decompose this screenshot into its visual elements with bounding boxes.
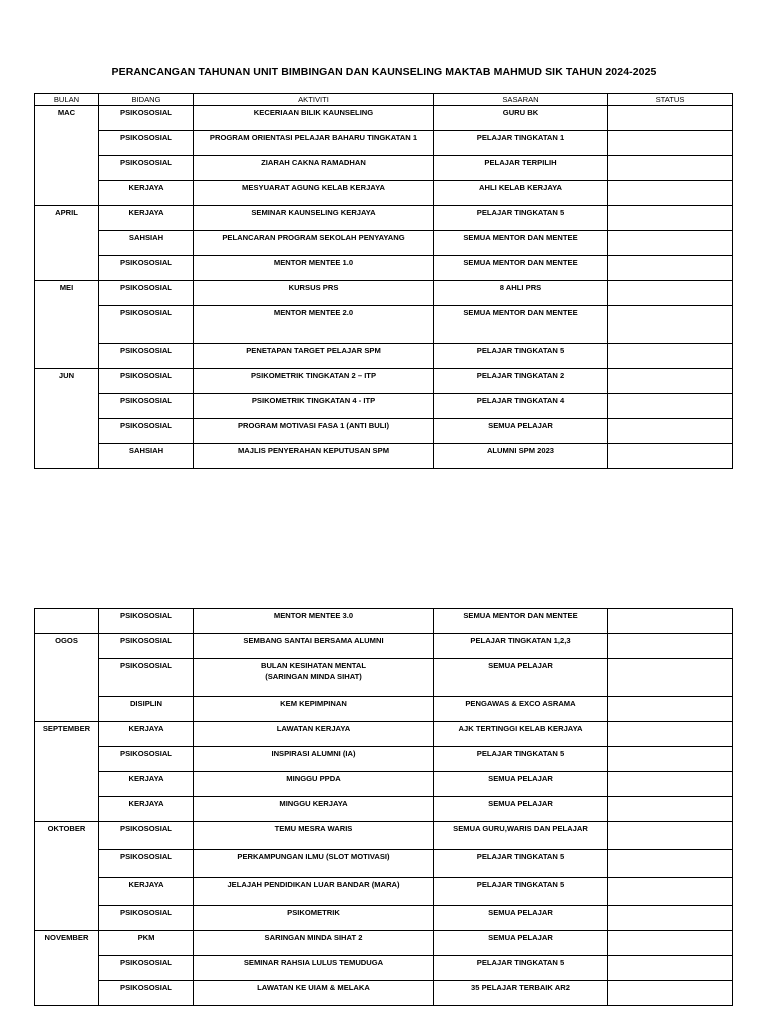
cell-bidang: SAHSIAH — [99, 444, 194, 469]
cell-bidang: KERJAYA — [99, 878, 194, 906]
table-row — [35, 931, 733, 956]
cell-aktiviti: MAJLIS PENYERAHAN KEPUTUSAN SPM — [194, 444, 434, 469]
cell-status — [608, 722, 733, 747]
cell-sasaran: PELAJAR TINGKATAN 5 — [434, 344, 608, 369]
cell-bulan: OGOS — [35, 634, 99, 722]
cell-aktiviti: KECERIAAN BILIK KAUNSELING — [194, 106, 434, 131]
cell-status — [608, 256, 733, 281]
cell-status — [608, 419, 733, 444]
cell-sasaran: SEMUA PELAJAR — [434, 772, 608, 797]
cell-bidang: PSIKOSOSIAL — [99, 131, 194, 156]
cell-aktiviti: SEMBANG SANTAI BERSAMA ALUMNI — [194, 634, 434, 659]
cell-sasaran: SEMUA MENTOR DAN MENTEE — [434, 256, 608, 281]
cell-status — [608, 956, 733, 981]
cell-bidang: PSIKOSOSIAL — [99, 344, 194, 369]
cell-aktiviti: INSPIRASI ALUMNI (IA) — [194, 747, 434, 772]
table-row — [35, 747, 733, 772]
cell-bidang: PSIKOSOSIAL — [99, 609, 194, 634]
cell-sasaran: PELAJAR TINGKATAN 1,2,3 — [434, 634, 608, 659]
cell-aktiviti: PSIKOMETRIK TINGKATAN 2 – ITP — [194, 369, 434, 394]
cell-sasaran: SEMUA PELAJAR — [434, 797, 608, 822]
cell-bidang: PSIKOSOSIAL — [99, 981, 194, 1006]
table-row — [35, 878, 733, 906]
cell-sasaran: SEMUA GURU,WARIS DAN PELAJAR — [434, 822, 608, 850]
document-title: PERANCANGAN TAHUNAN UNIT BIMBINGAN DAN KAUNSELING MAKTAB MAHMUD SIK TAHUN 2024-2025 — [111, 66, 657, 78]
cell-sasaran: SEMUA MENTOR DAN MENTEE — [434, 231, 608, 256]
cell-bulan: JUN — [35, 369, 99, 469]
table-row — [35, 981, 733, 1006]
cell-status — [608, 797, 733, 822]
cell-sasaran: PELAJAR TERPILIH — [434, 156, 608, 181]
table-row — [35, 344, 733, 369]
cell-status — [608, 850, 733, 878]
cell-status — [608, 181, 733, 206]
table-row — [35, 722, 733, 747]
table-row — [35, 634, 733, 659]
header-sasaran: SASARAN — [434, 94, 608, 106]
table-row — [35, 956, 733, 981]
table-row — [35, 281, 733, 306]
cell-aktiviti: SEMINAR KAUNSELING KERJAYA — [194, 206, 434, 231]
cell-aktiviti: SARINGAN MINDA SIHAT 2 — [194, 931, 434, 956]
cell-bidang: KERJAYA — [99, 772, 194, 797]
cell-sasaran: PELAJAR TINGKATAN 5 — [434, 747, 608, 772]
cell-bidang: KERJAYA — [99, 797, 194, 822]
cell-aktiviti: TEMU MESRA WARIS — [194, 822, 434, 850]
cell-bulan: MAC — [35, 106, 99, 206]
cell-sasaran: AJK TERTINGGI KELAB KERJAYA — [434, 722, 608, 747]
header-status: STATUS — [608, 94, 733, 106]
cell-status — [608, 106, 733, 131]
table-row — [35, 659, 733, 697]
cell-sasaran: SEMUA PELAJAR — [434, 906, 608, 931]
table-header-row — [35, 94, 733, 106]
table-row — [35, 181, 733, 206]
cell-sasaran: SEMUA MENTOR DAN MENTEE — [434, 306, 608, 344]
cell-sasaran: PELAJAR TINGKATAN 5 — [434, 878, 608, 906]
cell-sasaran: PELAJAR TINGKATAN 4 — [434, 394, 608, 419]
cell-sasaran: SEMUA PELAJAR — [434, 419, 608, 444]
cell-bidang: SAHSIAH — [99, 231, 194, 256]
cell-status — [608, 609, 733, 634]
cell-bidang: PSIKOSOSIAL — [99, 659, 194, 697]
cell-status — [608, 747, 733, 772]
cell-bidang: PSIKOSOSIAL — [99, 850, 194, 878]
table-row — [35, 772, 733, 797]
cell-status — [608, 822, 733, 850]
cell-sasaran: 35 PELAJAR TERBAIK AR2 — [434, 981, 608, 1006]
cell-bidang: KERJAYA — [99, 206, 194, 231]
table-row — [35, 797, 733, 822]
cell-bulan — [35, 609, 99, 634]
table-row — [35, 394, 733, 419]
cell-bidang: DISIPLIN — [99, 697, 194, 722]
cell-status — [608, 344, 733, 369]
table-row — [35, 822, 733, 850]
cell-bidang: PSIKOSOSIAL — [99, 822, 194, 850]
cell-bulan: NOVEMBER — [35, 931, 99, 1006]
cell-status — [608, 697, 733, 722]
table-row — [35, 609, 733, 634]
cell-aktiviti: SEMINAR RAHSIA LULUS TEMUDUGA — [194, 956, 434, 981]
cell-bidang: PSIKOSOSIAL — [99, 369, 194, 394]
plan-table-page-section-1 — [34, 93, 733, 469]
cell-status — [608, 981, 733, 1006]
cell-sasaran: SEMUA PELAJAR — [434, 931, 608, 956]
cell-aktiviti: MENTOR MENTEE 1.0 — [194, 256, 434, 281]
table-row — [35, 131, 733, 156]
table-row — [35, 306, 733, 344]
cell-aktiviti: PELANCARAN PROGRAM SEKOLAH PENYAYANG — [194, 231, 434, 256]
cell-bulan: OKTOBER — [35, 822, 99, 931]
cell-aktiviti: MINGGU KERJAYA — [194, 797, 434, 822]
cell-status — [608, 231, 733, 256]
cell-bidang: PSIKOSOSIAL — [99, 256, 194, 281]
cell-aktiviti: KEM KEPIMPINAN — [194, 697, 434, 722]
table-row — [35, 206, 733, 231]
cell-status — [608, 206, 733, 231]
plan-table-page-section-2 — [34, 608, 733, 1006]
cell-sasaran: SEMUA PELAJAR — [434, 659, 608, 697]
cell-status — [608, 281, 733, 306]
table-row — [35, 850, 733, 878]
cell-aktiviti: MESYUARAT AGUNG KELAB KERJAYA — [194, 181, 434, 206]
cell-status — [608, 772, 733, 797]
cell-bidang: PSIKOSOSIAL — [99, 634, 194, 659]
cell-bidang: PSIKOSOSIAL — [99, 906, 194, 931]
cell-aktiviti: PROGRAM MOTIVASI FASA 1 (ANTI BULI) — [194, 419, 434, 444]
cell-sasaran: PELAJAR TINGKATAN 2 — [434, 369, 608, 394]
header-bidang: BIDANG — [99, 94, 194, 106]
table-row — [35, 156, 733, 181]
cell-sasaran: PELAJAR TINGKATAN 5 — [434, 956, 608, 981]
cell-status — [608, 131, 733, 156]
cell-aktiviti: JELAJAH PENDIDIKAN LUAR BANDAR (MARA) — [194, 878, 434, 906]
cell-status — [608, 878, 733, 906]
cell-aktiviti: PSIKOMETRIK — [194, 906, 434, 931]
cell-bidang: KERJAYA — [99, 722, 194, 747]
cell-status — [608, 394, 733, 419]
cell-status — [608, 156, 733, 181]
cell-sasaran: ALUMNI SPM 2023 — [434, 444, 608, 469]
table-row — [35, 697, 733, 722]
cell-bidang: PSIKOSOSIAL — [99, 747, 194, 772]
cell-aktiviti: MENTOR MENTEE 3.0 — [194, 609, 434, 634]
table-row — [35, 106, 733, 131]
cell-sasaran: PELAJAR TINGKATAN 5 — [434, 850, 608, 878]
cell-bidang: PKM — [99, 931, 194, 956]
table-row — [35, 256, 733, 281]
cell-aktiviti: PSIKOMETRIK TINGKATAN 4 - ITP — [194, 394, 434, 419]
cell-bidang: PSIKOSOSIAL — [99, 281, 194, 306]
table-row — [35, 906, 733, 931]
cell-bulan: MEI — [35, 281, 99, 369]
cell-bidang: PSIKOSOSIAL — [99, 306, 194, 344]
cell-aktiviti: PENETAPAN TARGET PELAJAR SPM — [194, 344, 434, 369]
cell-aktiviti: LAWATAN KERJAYA — [194, 722, 434, 747]
cell-sasaran: PELAJAR TINGKATAN 1 — [434, 131, 608, 156]
cell-aktiviti: PROGRAM ORIENTASI PELAJAR BAHARU TINGKATAN 1 — [194, 131, 434, 156]
cell-bulan: APRIL — [35, 206, 99, 281]
cell-sasaran: 8 AHLI PRS — [434, 281, 608, 306]
cell-aktiviti: MINGGU PPDA — [194, 772, 434, 797]
cell-aktiviti: LAWATAN KE UIAM & MELAKA — [194, 981, 434, 1006]
cell-sasaran: PELAJAR TINGKATAN 5 — [434, 206, 608, 231]
cell-status — [608, 444, 733, 469]
table-row — [35, 369, 733, 394]
table-row — [35, 419, 733, 444]
cell-aktiviti: ZIARAH CAKNA RAMADHAN — [194, 156, 434, 181]
table-row — [35, 444, 733, 469]
cell-status — [608, 369, 733, 394]
cell-sasaran: SEMUA MENTOR DAN MENTEE — [434, 609, 608, 634]
cell-bidang: PSIKOSOSIAL — [99, 106, 194, 131]
cell-aktiviti: PERKAMPUNGAN ILMU (SLOT MOTIVASI) — [194, 850, 434, 878]
cell-bidang: PSIKOSOSIAL — [99, 419, 194, 444]
cell-bidang: KERJAYA — [99, 181, 194, 206]
cell-bidang: PSIKOSOSIAL — [99, 394, 194, 419]
cell-bulan: SEPTEMBER — [35, 722, 99, 822]
header-aktiviti: AKTIVITI — [194, 94, 434, 106]
cell-aktiviti: KURSUS PRS — [194, 281, 434, 306]
cell-sasaran: GURU BK — [434, 106, 608, 131]
cell-bidang: PSIKOSOSIAL — [99, 956, 194, 981]
cell-status — [608, 906, 733, 931]
table-row — [35, 231, 733, 256]
cell-status — [608, 306, 733, 344]
cell-sasaran: AHLI KELAB KERJAYA — [434, 181, 608, 206]
cell-status — [608, 931, 733, 956]
cell-bidang: PSIKOSOSIAL — [99, 156, 194, 181]
header-bulan: BULAN — [35, 94, 99, 106]
cell-aktiviti: BULAN KESIHATAN MENTAL (SARINGAN MINDA SIHAT) — [194, 659, 434, 697]
cell-aktiviti: MENTOR MENTEE 2.0 — [194, 306, 434, 344]
cell-status — [608, 659, 733, 697]
cell-sasaran: PENGAWAS & EXCO ASRAMA — [434, 697, 608, 722]
cell-status — [608, 634, 733, 659]
